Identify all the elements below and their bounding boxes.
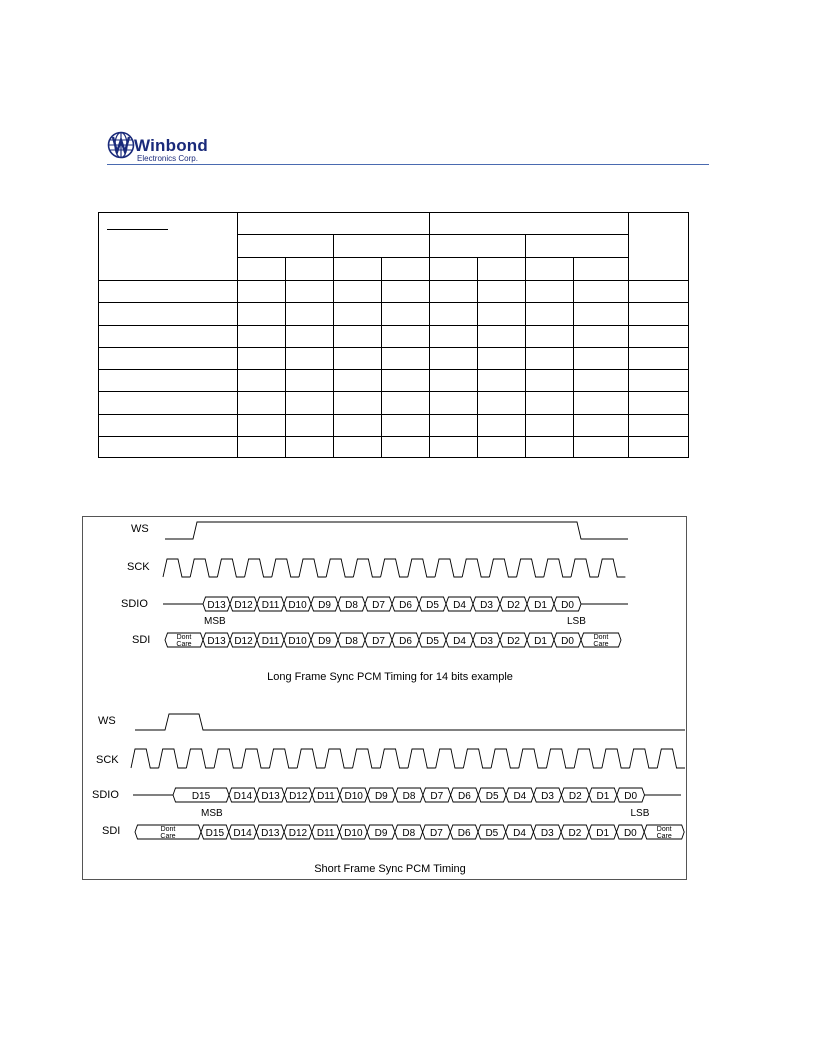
long-frame-sdi-bit-d2 bbox=[500, 633, 527, 647]
short-frame-sdio-bit-d2-label: D2 bbox=[568, 791, 582, 802]
short-frame-sdio-bit-d5-label: D5 bbox=[485, 791, 499, 802]
short-frame-sdi-bit-d3 bbox=[533, 825, 561, 839]
long-frame-sdi-bit-d0-label: D0 bbox=[561, 636, 574, 647]
long-frame-sdi-bit-d13 bbox=[203, 633, 230, 647]
short-frame-sdio-bit-d12-label: D12 bbox=[289, 791, 308, 802]
long-frame-sdi-bit-d13-label: D13 bbox=[207, 636, 226, 647]
short-frame-sdi-bit-d7 bbox=[423, 825, 451, 839]
short-frame-sdio-bit-d6-label: D6 bbox=[458, 791, 471, 802]
long-frame-sdi-bit-d5 bbox=[419, 633, 446, 647]
long-frame-sdio-bit-d1-label: D1 bbox=[534, 600, 547, 611]
long-frame-sdi-bit-d6 bbox=[392, 633, 419, 647]
long-frame-signal-ws: WS bbox=[131, 523, 149, 535]
long-frame-signal-sdi: SDI bbox=[132, 634, 151, 646]
short-frame-lsb-label: LSB bbox=[630, 808, 650, 819]
long-frame-msb-label: MSB bbox=[204, 616, 226, 627]
long-frame-sdi-bit-d12-label: D12 bbox=[234, 636, 253, 647]
short-frame-sdi-bit-d2-label: D2 bbox=[568, 828, 582, 839]
long-frame-sdio-bit-d12 bbox=[230, 597, 257, 611]
short-frame-ws-waveform bbox=[135, 714, 685, 730]
short-frame-sdi-bit-d13 bbox=[256, 825, 284, 839]
short-frame-sdi-bit-d7-label: D7 bbox=[430, 828, 443, 839]
long-frame-sdi-dont-care-left-line2: Care bbox=[176, 641, 192, 648]
long-frame-sdio-bit-d10 bbox=[284, 597, 311, 611]
short-frame-sdi-bit-d2 bbox=[561, 825, 589, 839]
short-frame-signal-sdio: SDIO bbox=[92, 789, 119, 801]
short-frame-sdio-bit-d7-label: D7 bbox=[430, 791, 444, 802]
short-frame-sdio-bit-d12 bbox=[284, 788, 312, 802]
short-frame-sdio-bit-d4 bbox=[506, 788, 534, 802]
long-frame-sdio-bit-d4-label: D4 bbox=[453, 600, 466, 611]
long-frame-caption: Long Frame Sync PCM Timing for 14 bits example bbox=[267, 671, 513, 683]
short-frame-sdi-dont-care-left-line1: Dont bbox=[160, 826, 176, 833]
short-frame-sdio-bit-d10-label: D10 bbox=[344, 791, 363, 802]
short-frame-sdi-bit-d15-label: D15 bbox=[205, 828, 225, 839]
header-rule bbox=[107, 164, 709, 165]
long-frame-sdi-bit-d1 bbox=[527, 633, 554, 647]
short-frame-caption: Short Frame Sync PCM Timing bbox=[314, 863, 466, 875]
long-frame-sdio-bit-d7 bbox=[365, 597, 392, 611]
short-frame-sdio-bit-d0-label: D0 bbox=[624, 791, 638, 802]
short-frame-sdi-bit-d8-label: D8 bbox=[402, 828, 416, 839]
short-frame-sdi-bit-d15 bbox=[201, 825, 229, 839]
long-frame-sdi-dont-care-right-line1: Dont bbox=[593, 634, 609, 641]
short-frame-sdio-bit-d0 bbox=[617, 788, 645, 802]
long-frame-signal-sck: SCK bbox=[127, 561, 150, 573]
long-frame-sdio-bit-d11 bbox=[257, 597, 284, 611]
long-frame-sdio-bit-d2-label: D2 bbox=[507, 600, 520, 611]
long-frame-sdi-bit-d0 bbox=[554, 633, 581, 647]
short-frame-sdi-dont-care-left-line2: Care bbox=[160, 833, 176, 840]
long-frame-sdio-bit-d0-label: D0 bbox=[561, 600, 574, 611]
long-frame-sdi-bit-d10-label: D10 bbox=[288, 636, 307, 647]
long-frame-sdio-bit-d0 bbox=[554, 597, 581, 611]
long-frame-sdio-bit-d2 bbox=[500, 597, 527, 611]
short-frame-sdio-bit-d9-label: D9 bbox=[374, 791, 388, 802]
short-frame-sdio-bit-d14-label: D14 bbox=[233, 791, 253, 802]
long-frame-sdi-bit-d4 bbox=[446, 633, 473, 647]
long-frame-sdi-bit-d7 bbox=[365, 633, 392, 647]
short-frame-sdi-bit-d12 bbox=[284, 825, 312, 839]
long-frame-sdio-bit-d7-label: D7 bbox=[372, 600, 385, 611]
short-frame-sdio-bit-d9 bbox=[368, 788, 396, 802]
long-frame-sdio-bit-d13 bbox=[203, 597, 230, 611]
long-frame-sdi-bit-d6-label: D6 bbox=[399, 636, 412, 647]
long-frame-sdio-bit-d6-label: D6 bbox=[399, 600, 412, 611]
long-frame-sdio-bit-d10-label: D10 bbox=[288, 600, 307, 611]
long-frame-sdio-bit-d4 bbox=[446, 597, 473, 611]
short-frame-sdio-bit-d4-label: D4 bbox=[513, 791, 527, 802]
long-frame-sdi-bit-d2-label: D2 bbox=[507, 636, 520, 647]
short-frame-sdio-bit-d15 bbox=[173, 788, 229, 802]
document-header bbox=[107, 130, 709, 167]
long-frame-signal-sdio: SDIO bbox=[121, 598, 148, 610]
long-frame-sdi-bit-d8 bbox=[338, 633, 365, 647]
short-frame-sdi-dont-care-right-line2: Care bbox=[656, 833, 672, 840]
long-frame-sdi-dont-care-right-line2: Care bbox=[593, 641, 609, 648]
long-frame-sdi-bit-d11-label: D11 bbox=[261, 636, 280, 647]
short-frame-sdi-bit-d14-label: D14 bbox=[233, 828, 252, 839]
long-frame-sdio-bit-d6 bbox=[392, 597, 419, 611]
short-frame-sdi-bit-d10 bbox=[340, 825, 368, 839]
short-frame-sdi-bit-d9 bbox=[367, 825, 395, 839]
pcm-timing-diagram bbox=[82, 516, 687, 880]
short-frame-sdio-bit-d8-label: D8 bbox=[402, 791, 416, 802]
long-frame-sdio-bit-d5 bbox=[419, 597, 446, 611]
long-frame-sdio-bit-d12-label: D12 bbox=[234, 600, 253, 611]
long-frame-sdio-bit-d11-label: D11 bbox=[261, 600, 280, 611]
long-frame-sdi-dont-care-right bbox=[581, 633, 621, 648]
short-frame-sdio-bit-d13-label: D13 bbox=[261, 791, 280, 802]
long-frame-lsb-label: LSB bbox=[567, 616, 586, 627]
short-frame-sdio-bit-d1 bbox=[589, 788, 617, 802]
short-frame-sdi-bit-d6 bbox=[450, 825, 478, 839]
short-frame-sdi-dont-care-right-line1: Dont bbox=[656, 826, 672, 833]
short-frame-sdi-bit-d12-label: D12 bbox=[288, 828, 308, 839]
short-frame-sdio-bit-d11 bbox=[312, 788, 340, 802]
short-frame-sdi-bit-d11-label: D11 bbox=[316, 828, 335, 839]
short-frame-sdio-bit-d8 bbox=[395, 788, 423, 802]
short-frame-sdio-bit-d14 bbox=[229, 788, 257, 802]
winbond-globe-icon bbox=[107, 130, 135, 160]
long-frame-sdi-bit-d7-label: D7 bbox=[372, 636, 385, 647]
long-frame-sdio-bit-d3 bbox=[473, 597, 500, 611]
short-frame-sdio-bit-d13 bbox=[257, 788, 285, 802]
long-frame-sdio-bit-d1 bbox=[527, 597, 554, 611]
short-frame-sdio-bit-d2 bbox=[561, 788, 589, 802]
short-frame-sdi-bit-d10-label: D10 bbox=[344, 828, 363, 839]
short-frame-msb-label: MSB bbox=[201, 808, 223, 819]
short-frame-sdi-bit-d8 bbox=[395, 825, 423, 839]
long-frame-sdi-bit-d11 bbox=[257, 633, 284, 647]
short-frame-sdio-bit-d15-label: D15 bbox=[191, 791, 211, 802]
long-frame-sdio-bit-d8-label: D8 bbox=[345, 600, 358, 611]
short-frame-sdi-bit-d9-label: D9 bbox=[374, 828, 388, 839]
long-frame-sdi-bit-d9 bbox=[311, 633, 338, 647]
short-frame-sdi-bit-d3-label: D3 bbox=[540, 828, 554, 839]
long-frame-sdi-bit-d12 bbox=[230, 633, 257, 647]
long-frame-sdi-bit-d3-label: D3 bbox=[480, 636, 493, 647]
long-frame-sdio-bit-d13-label: D13 bbox=[207, 600, 226, 611]
long-frame-sdi-bit-d1-label: D1 bbox=[534, 636, 547, 647]
short-frame-signal-ws: WS bbox=[98, 715, 116, 727]
short-frame-sdio-bit-d5 bbox=[478, 788, 506, 802]
short-frame-sdi-bit-d6-label: D6 bbox=[457, 828, 471, 839]
short-frame-sdi-bit-d0-label: D0 bbox=[623, 828, 637, 839]
short-frame-signal-sdi: SDI bbox=[102, 825, 121, 837]
long-frame-sck-waveform bbox=[163, 559, 625, 577]
short-frame-sdi-bit-d13-label: D13 bbox=[261, 828, 280, 839]
short-frame-sdio-bit-d6 bbox=[451, 788, 479, 802]
short-frame-sdio-bit-d11-label: D11 bbox=[317, 791, 335, 802]
long-frame-sdi-bit-d10 bbox=[284, 633, 311, 647]
short-frame-sdio-bit-d1-label: D1 bbox=[596, 791, 610, 802]
long-frame-sdi-bit-d4-label: D4 bbox=[453, 636, 466, 647]
short-frame-sdi-bit-d5-label: D5 bbox=[485, 828, 499, 839]
long-frame-sdio-bit-d8 bbox=[338, 597, 365, 611]
long-frame-sdi-dont-care-left-line1: Dont bbox=[176, 634, 192, 641]
short-frame-sdi-dont-care-right bbox=[644, 825, 684, 840]
short-frame-sdi-bit-d14 bbox=[229, 825, 257, 839]
long-frame-sync-diagram bbox=[121, 522, 628, 683]
brand-logo-text: Winbond bbox=[134, 136, 208, 155]
short-frame-sdi-bit-d1 bbox=[589, 825, 617, 839]
short-frame-sdi-bit-d4-label: D4 bbox=[513, 828, 526, 839]
short-frame-sdi-bit-d11 bbox=[312, 825, 340, 839]
short-frame-signal-sck: SCK bbox=[96, 754, 119, 766]
long-frame-sdi-bit-d8-label: D8 bbox=[345, 636, 358, 647]
spec-table-grid bbox=[98, 212, 690, 459]
short-frame-sdi-dont-care-left bbox=[135, 825, 201, 840]
short-frame-sdi-bit-d1-label: D1 bbox=[596, 828, 610, 839]
timing-diagram-canvas bbox=[83, 517, 686, 879]
long-frame-sdio-bit-d5-label: D5 bbox=[426, 600, 439, 611]
short-frame-sdi-bit-d5 bbox=[478, 825, 506, 839]
short-frame-sdi-bit-d4 bbox=[506, 825, 534, 839]
long-frame-sdio-bit-d3-label: D3 bbox=[480, 600, 493, 611]
spec-table bbox=[98, 212, 690, 459]
short-frame-sdio-bit-d7 bbox=[423, 788, 451, 802]
brand-logo-subtext: Electronics Corp. bbox=[137, 154, 198, 163]
long-frame-sdi-bit-d5-label: D5 bbox=[426, 636, 439, 647]
short-frame-sdi-bit-d0 bbox=[617, 825, 645, 839]
long-frame-ws-waveform bbox=[165, 522, 628, 539]
short-frame-sdio-bit-d3-label: D3 bbox=[541, 791, 554, 802]
short-frame-sync-diagram bbox=[92, 714, 685, 875]
long-frame-sdi-dont-care-left bbox=[165, 633, 203, 648]
short-frame-sdio-bit-d10 bbox=[340, 788, 368, 802]
long-frame-sdi-bit-d3 bbox=[473, 633, 500, 647]
long-frame-sdio-bit-d9 bbox=[311, 597, 338, 611]
short-frame-sdio-bit-d3 bbox=[534, 788, 562, 802]
short-frame-sck-waveform bbox=[131, 749, 685, 768]
long-frame-sdio-bit-d9-label: D9 bbox=[318, 600, 331, 611]
long-frame-sdi-bit-d9-label: D9 bbox=[318, 636, 331, 647]
